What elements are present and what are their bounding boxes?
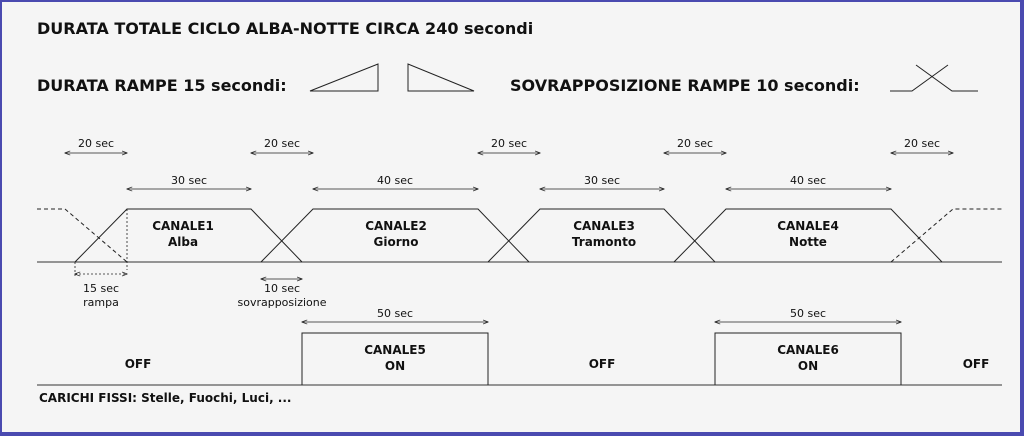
channel2-sub: Giorno xyxy=(373,235,419,249)
duration-label: 40 sec xyxy=(376,174,414,187)
channel4-sub: Notte xyxy=(789,235,827,249)
channel2-name: CANALE2 xyxy=(365,219,427,233)
ramp-duration-label: DURATA RAMPE 15 secondi: xyxy=(37,76,287,95)
channel3-name: CANALE3 xyxy=(573,219,635,233)
ramp-up-icon xyxy=(310,64,378,91)
timing-diagram xyxy=(2,2,1024,438)
gap-label: 20 sec xyxy=(903,137,941,150)
gap-label: 20 sec xyxy=(490,137,528,150)
channel1-sub: Alba xyxy=(167,235,199,249)
pulse2-duration-label: 50 sec xyxy=(789,307,827,320)
channel4-name: CANALE4 xyxy=(777,219,839,233)
pulse1-duration-label: 50 sec xyxy=(376,307,414,320)
diagram-title: DURATA TOTALE CICLO ALBA-NOTTE CIRCA 240 secondi xyxy=(37,19,534,38)
ramp-overlap-label: SOVRAPPOSIZIONE RAMPE 10 secondi: xyxy=(510,76,860,95)
gap-label: 20 sec xyxy=(676,137,714,150)
channel6-name: CANALE6 xyxy=(777,343,839,357)
gap-label: 20 sec xyxy=(77,137,115,150)
channel3-sub: Tramonto xyxy=(571,235,637,249)
duration-label: 30 sec xyxy=(583,174,621,187)
off-label: OFF xyxy=(124,357,152,371)
overlap-note-line1: 10 sec xyxy=(263,282,301,295)
channel5-state: ON xyxy=(384,359,406,373)
duration-label: 30 sec xyxy=(170,174,208,187)
duration-label: 40 sec xyxy=(789,174,827,187)
ramp-note-line1: 15 sec xyxy=(82,282,120,295)
ramp-annotation xyxy=(75,209,127,278)
off-label: OFF xyxy=(588,357,616,371)
channel5-name: CANALE5 xyxy=(364,343,426,357)
channel6-state: ON xyxy=(797,359,819,373)
ramp-note-line2: rampa xyxy=(83,296,119,309)
fixed-loads-label: CARICHI FISSI: Stelle, Fuochi, Luci, ... xyxy=(39,391,292,405)
ramp-overlap-icon xyxy=(890,65,978,91)
channel1-name: CANALE1 xyxy=(152,219,214,233)
off-label: OFF xyxy=(962,357,990,371)
gap-label: 20 sec xyxy=(263,137,301,150)
overlap-note-line2: sovrapposizione xyxy=(237,296,327,309)
ramp-down-icon xyxy=(408,64,474,91)
